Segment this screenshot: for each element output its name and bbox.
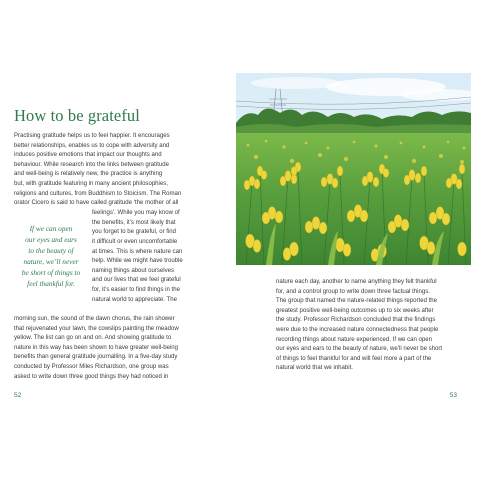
page-number: 52 xyxy=(14,392,22,399)
closing-paragraph xyxy=(14,315,236,382)
body-line: for, it’s easier to find things in the xyxy=(92,286,180,293)
body-line: but, with gratitude featuring in many ancient philosophies, xyxy=(14,180,168,187)
body-line: help. While we might have trouble xyxy=(92,258,183,265)
body-line: orator Cicero is said to have called gratitude ‘the mother of all xyxy=(14,200,179,207)
body-line: recording things about nature experienced. If we can open xyxy=(276,336,432,343)
body-line: it difficult or even uncomfortable xyxy=(92,238,178,245)
pull-quote-line: feel thankful for. xyxy=(27,278,75,288)
body-line: you forget to be grateful, or find xyxy=(92,229,177,236)
body-line: nature in this way has been shown to have greater well-being xyxy=(14,344,179,351)
intro-paragraph xyxy=(14,132,236,209)
pull-quote-line: be short of things to xyxy=(21,267,81,277)
body-line: of things to feel thankful for and will feel more a part of the xyxy=(276,355,432,362)
page-title: How to be grateful xyxy=(14,106,140,125)
body-line: feelings’. While you may know of xyxy=(92,210,180,217)
body-line: behaviour. While research into the links between gratitude xyxy=(14,161,169,168)
body-line: benefits than general gratitude journalling. In a five-day study xyxy=(14,354,178,361)
body-line: religions and cultures, from Buddhism to Stoicism. The Roman xyxy=(14,190,182,197)
landscape-illustration xyxy=(236,73,471,265)
body-line: the study. Professor Richardson concluded that the findings xyxy=(276,317,436,324)
body-line: conducted by Professor Miles Richardson, one group was xyxy=(14,363,169,370)
pull-quote-line: our eyes and ears xyxy=(25,234,77,244)
body-line: yellow. The list can go on and on. And showing gratitude to xyxy=(14,335,172,342)
body-line: the benefits, it’s most likely that xyxy=(92,219,176,226)
body-line: morning sun, the sound of the dawn chorus, the rain shower xyxy=(14,316,175,322)
body-line: that rejuvenated your lawn, the cowslips painting the meadow xyxy=(14,325,179,332)
body-line: were due to the increased nature connectedness that people xyxy=(276,326,439,333)
body-line: naming things about ourselves xyxy=(92,267,175,274)
body-line: nature each day, another to name anything they felt thankful xyxy=(276,279,437,285)
continued-paragraph xyxy=(276,278,471,374)
body-line: The group that named the nature-related things reported the xyxy=(276,298,438,305)
pull-quote-line: to the beauty of xyxy=(28,245,74,255)
left-page xyxy=(14,0,236,485)
body-line: and well-being is relatively new, the practice is anything xyxy=(14,171,163,178)
page-number: 53 xyxy=(449,392,457,399)
body-line: and our lives that we feel grateful xyxy=(92,277,181,284)
body-line: our eyes and ears to the beauty of nature, we’ll never be short xyxy=(276,346,443,353)
body-line: at times. This is where nature can xyxy=(92,248,183,255)
pull-quote-line: If we can open xyxy=(29,224,73,233)
right-page xyxy=(236,0,471,485)
body-line: for, and a control group to write down three factual things. xyxy=(276,288,430,295)
body-line: better relationships, enables us to cope with adversity and xyxy=(14,142,170,149)
pull-quote-line: nature, we’ll never xyxy=(23,256,79,266)
body-line: induces positive emotions that impact our thoughts and xyxy=(14,152,162,159)
body-line: natural world to appreciate. The xyxy=(92,296,177,303)
meadow-painting xyxy=(236,73,471,265)
body-line: greatest positive well-being outcomes up to six weeks after xyxy=(276,307,434,314)
body-line: asked to write down three good things they had noticed in xyxy=(14,373,169,380)
indented-paragraph xyxy=(92,209,236,305)
body-line: natural world that we inhabit. xyxy=(276,365,353,372)
body-line: Practising gratitude helps us to feel happier. It encourages xyxy=(14,133,170,139)
pull-quote xyxy=(14,224,88,289)
